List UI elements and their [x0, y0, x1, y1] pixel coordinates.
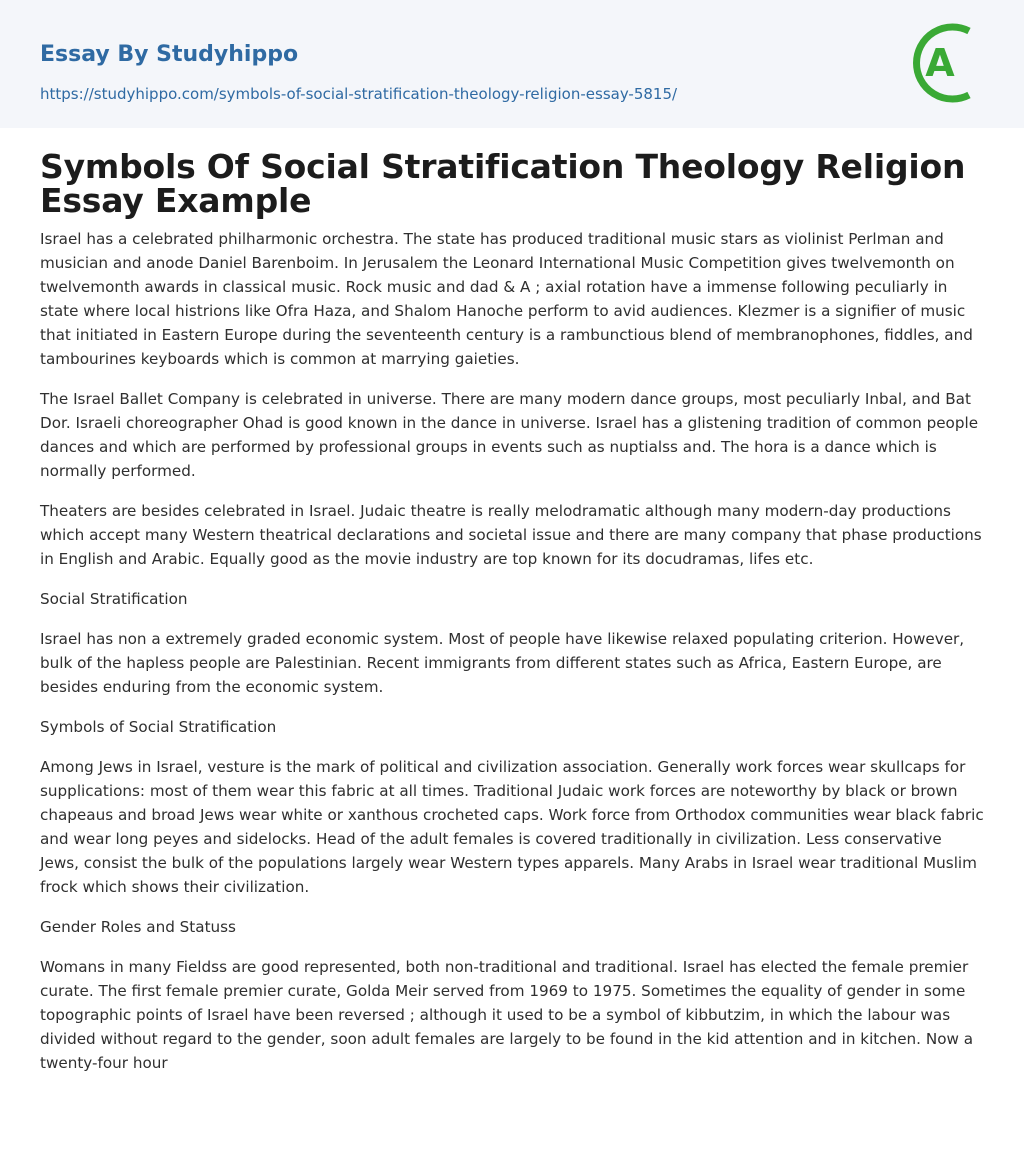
site-header — [0, 0, 1024, 128]
heading-gender-roles: Gender Roles and Statuss — [40, 918, 236, 936]
heading-symbols-of-stratification: Symbols of Social Stratification — [40, 718, 277, 736]
paragraph-gender: Womans in many Fieldss are good represented, both non-traditional and traditional. Israel has elected the female premier curate. The first female premier curate, Golda Meir served from 1969 to 1975. Sometimes the equality of gender in some topographic points of Israel have been reversed ; although it used to be a symbol of kibbutzim, in which the labour was divided without regard to the gender, soon adult females are largely to be found in the kid attention and in kitchen. Now a twenty-four hour — [40, 958, 974, 1072]
site-brand[interactable]: Essay By Studyhippo — [40, 42, 299, 67]
logo-letter: A — [925, 41, 955, 85]
paragraph-ballet: The Israel Ballet Company is celebrated in universe. There are many modern dance groups, most peculiarly Inbal, and Bat Dor. Israeli choreographer Ohad is good known in the dance in universe. Israel has a glistening tradition of common people dances and which are performed by professional groups in events such as nuptialss and. The hora is a dance which is normally performed. — [40, 390, 979, 480]
heading-social-stratification: Social Stratification — [40, 590, 188, 608]
paragraph-music: Israel has a celebrated philharmonic orchestra. The state has produced traditional music stars as violinist Perlman and musician and anode Daniel Barenboim. In Jerusalem the Leonard International Music Competition gives twelvemonth on twelvemonth awards in classical music. Rock music and dad & A ; axial rotation have a immense following peculiarly in state where local histrions like Ofra Haza, and Shalom Hanoche perform to avid audiences. Klezmer is a signifier of music that initiated in Eastern Europe during the seventeenth century is a rambunctious blend of membranophones, fiddles, and tambourines keyboards which is common at marrying gaieties. — [40, 230, 973, 368]
studyhippo-logo-icon[interactable] — [912, 20, 986, 106]
article-title: Symbols Of Social Stratification Theology Religion Essay Example — [40, 147, 966, 220]
paragraph-economy: Israel has non a extremely graded economic system. Most of people have likewise relaxed populating criterion. However, bulk of the hapless people are Palestinian. Recent immigrants from different states such as Africa, Eastern Europe, are besides enduring from the economic system. — [40, 630, 965, 696]
paragraph-clothing: Among Jews in Israel, vesture is the mark of political and civilization association. Generally work forces wear skullcaps for supplications: most of them wear this fabric at all times. Traditional Judaic work forces are noteworthy by black or brown chapeaus and broad Jews wear white or xanthous crocheted caps. Work force from Orthodox communities wear black fabric and wear long peyes and sidelocks. Head of the adult females is covered traditionally in civilization. Less conservative Jews, consist the bulk of the populations largely wear Western types apparels. Many Arabs in Israel wear traditional Muslim frock which shows their civilization. — [40, 758, 984, 896]
article — [40, 147, 984, 1091]
paragraph-theaters: Theaters are besides celebrated in Israel. Judaic theatre is really melodramatic although many modern-day productions which accept many Western theatrical declarations and societal issue and there are many company that phase productions in English and Arabic. Equally good as the movie industry are top known for its docudramas, lifes etc. — [40, 502, 982, 568]
essay-url-link[interactable]: https://studyhippo.com/symbols-of-social-stratification-theology-religion-essay-5815/ — [40, 85, 678, 103]
